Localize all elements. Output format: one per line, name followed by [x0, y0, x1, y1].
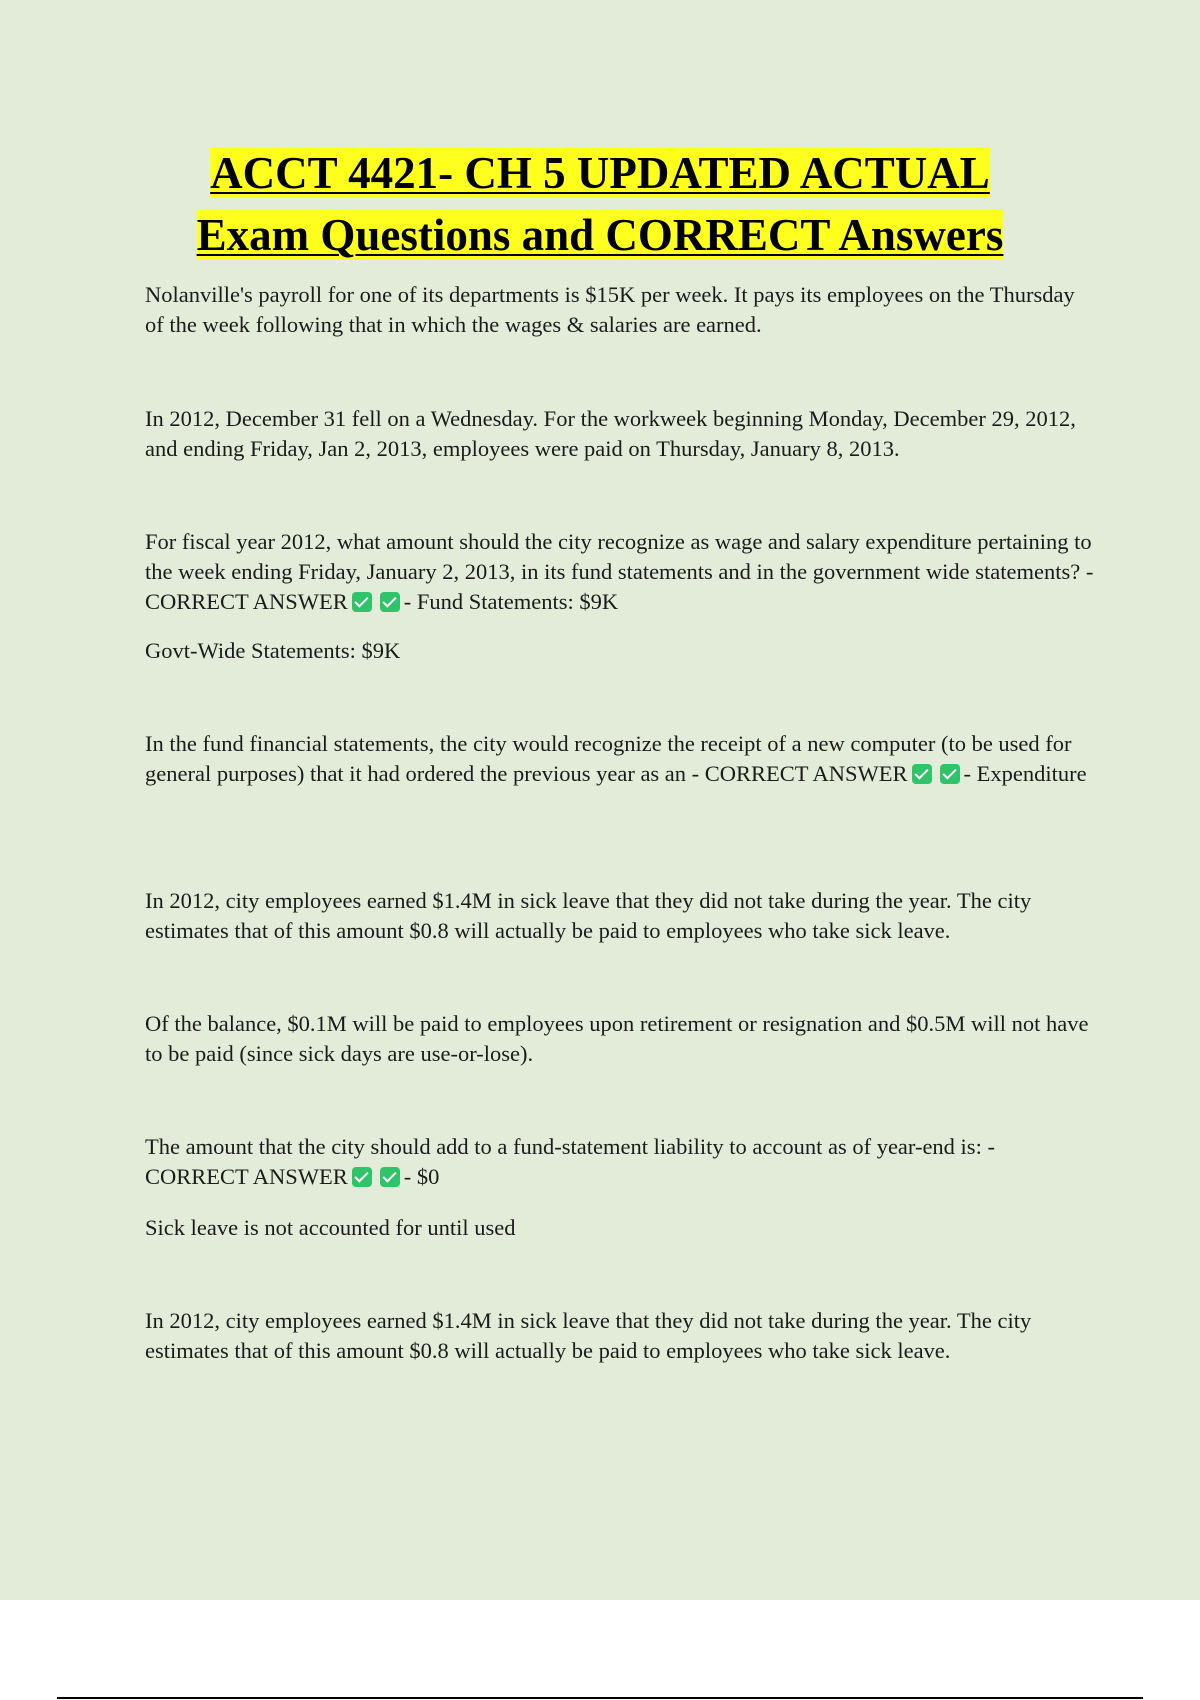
answer-text: - Fund Statements: $9K	[403, 589, 619, 614]
document-title	[0, 142, 1200, 266]
paragraph-payroll: Nolanville's payroll for one of its departments is $15K per week. It pays its employees on the Thursday of the week following that in which the wages & salaries are earned.	[145, 282, 1075, 337]
answer-text: - $0	[403, 1164, 440, 1189]
paragraph-balance: Of the balance, $0.1M will be paid to employees upon retirement or resignation and $0.5M will not have to be paid (since sick days are use-or-lose).	[145, 1011, 1089, 1066]
question-text: In the fund financial statements, the city would recognize the receipt of a new computer (to be used for general purposes) that it had ordered the previous year as an - CORRECT ANSWER	[145, 731, 1072, 786]
answer-note-govt-wide: Govt-Wide Statements: $9K	[145, 638, 401, 663]
question-new-computer	[145, 729, 1095, 789]
answer-note-sick-leave: Sick leave is not accounted for until used	[145, 1215, 516, 1240]
check-box-icon	[352, 592, 372, 612]
check-box-icon	[380, 1167, 400, 1187]
paragraph-sick-leave: In 2012, city employees earned $1.4M in sick leave that they did not take during the year. The city estimates that of this amount $0.8 will actually be paid to employees who take sick leave.	[145, 888, 1032, 943]
question-text: The amount that the city should add to a fund-statement liability to account as of year-end is: - CORRECT ANSWER	[145, 1134, 995, 1189]
footer-divider	[57, 1697, 1143, 1699]
question-fund-liability	[145, 1132, 1095, 1192]
paragraph-sick-leave-repeat: In 2012, city employees earned $1.4M in sick leave that they did not take during the year. The city estimates that of this amount $0.8 will actually be paid to employees who take sick leave.	[145, 1308, 1032, 1363]
answer-text: - Expenditure	[963, 761, 1087, 786]
title-line-2: Exam Questions and CORRECT Answers	[196, 210, 1004, 260]
question-text: For fiscal year 2012, what amount should the city recognize as wage and salary expenditure pertaining to the week ending Friday, January 2, 2013, in its fund statements and in the government wide statements? - CORRECT ANSWER	[145, 529, 1094, 614]
check-box-icon	[380, 592, 400, 612]
paragraph-workweek: In 2012, December 31 fell on a Wednesday. For the workweek beginning Monday, December 29, 2012, and ending Friday, Jan 2, 2013, employees were paid on Thursday, January 8, 2013.	[145, 406, 1076, 461]
question-wage-expenditure	[145, 527, 1095, 617]
check-box-icon	[352, 1167, 372, 1187]
check-box-icon	[940, 764, 960, 784]
title-line-1: ACCT 4421- CH 5 UPDATED ACTUAL	[210, 148, 990, 198]
check-box-icon	[912, 764, 932, 784]
